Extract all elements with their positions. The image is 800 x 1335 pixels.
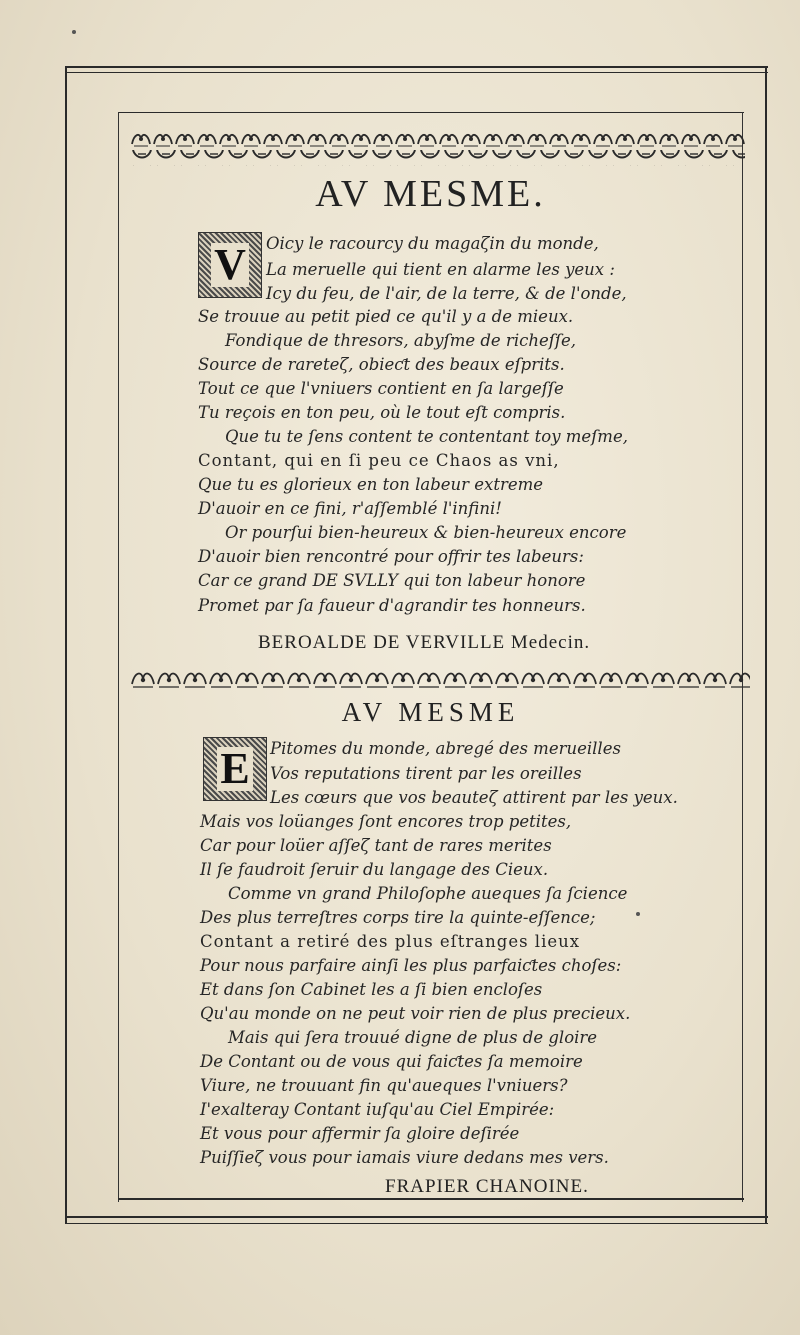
poem-2-line: Vos reputations tirent par les oreilles: [270, 764, 582, 783]
poem-2-line: Et dans ſon Cabinet les a ſi bien encloſes: [200, 980, 543, 999]
poem-2-line: Pour nous parfaire ainſi les plus parfaiƈtes choſes:: [200, 956, 622, 975]
poem-2-line: Les cœurs que vos beauteζ attirent par les yeux.: [270, 788, 678, 807]
poem-1-line: Car ce grand DE SVLLY qui ton labeur honore: [198, 571, 586, 590]
poem-1-line: Tout ce que l'vniuers contient en ſa largeſſe: [198, 379, 564, 398]
paper-speck: [636, 912, 640, 916]
poem-2-line: Mais vos loüanges ſont encores trop petites,: [200, 812, 572, 831]
ornament-band-middle: [130, 668, 750, 690]
poem-2-line: Contant a retiré des plus eſtranges lieux: [200, 932, 581, 951]
poem-1-line: Tu reçois en ton peu, où le tout eſt compris.: [198, 403, 566, 422]
poem-1-line: Icy du feu, de l'air, de la terre, & de l'onde,: [266, 284, 627, 303]
bottom-border-rule-inner: [65, 1223, 768, 1224]
poem-2-line: Pitomes du monde, abregé des merueilles: [270, 739, 621, 758]
poem-1-line: Que tu es glorieux en ton labeur extreme: [198, 475, 544, 494]
poem-2-line: Et vous pour affermir ſa gloire deſirée: [200, 1124, 520, 1143]
poem-1-line: Source de rareteζ, obieƈt des beaux eſprits.: [198, 355, 565, 374]
poem-2-line: Mais qui ſera trouué digne de plus de gloire: [228, 1028, 598, 1047]
poem-1-line: La meruelle qui tient en alarme les yeux :: [266, 260, 615, 279]
poem-1-line: D'auoir bien rencontré pour offrir tes labeurs:: [198, 547, 584, 566]
poem-2-line: Viure, ne trouuant fin qu'aueques l'vniuers?: [200, 1076, 568, 1095]
poem-1-line: Promet par ſa faueur d'agrandir tes honneurs.: [198, 596, 586, 615]
poem-1-line: Or pourſui bien-heureux & bien-heureux encore: [225, 523, 627, 542]
poem-2-title: AV MESME: [341, 697, 520, 727]
poem-2-line: Des plus terreſtres corps tire la quinte-eſſence;: [200, 908, 596, 927]
poem-2-dropcap-letter: E: [217, 747, 252, 791]
poem-1-dropcap-letter: V: [211, 243, 249, 287]
poem-1-signature: BEROALDE DE VERVILLE Medecin.: [258, 632, 591, 653]
poem-1-line: Oicy le racourcy du magaζin du monde,: [266, 234, 599, 253]
poem-2-line: I'exalteray Contant iuſqu'au Ciel Empirée:: [200, 1100, 555, 1119]
poem-2-dropcap: [203, 737, 267, 801]
poem-1-line: Fondique de thresors, abyſme de richeſſe,: [225, 331, 576, 350]
poem-2-signature: FRAPIER CHANOINE.: [385, 1176, 589, 1197]
inner-bottom-rule: [118, 1198, 744, 1200]
poem-2-line: Comme vn grand Philoſophe aueques ſa ſcience: [228, 884, 628, 903]
poem-2-line: Puiſſieζ vous pour iamais viure dedans mes vers.: [200, 1148, 609, 1167]
paper-speck: [72, 30, 76, 34]
poem-1-line: D'auoir en ce fini, r'aſſemblé l'infini!: [198, 499, 502, 518]
poem-1-line: Se trouue au petit pied ce qu'il y a de mieux.: [198, 307, 574, 326]
poem-2-line: Il ſe faudroit ſeruir du langage des Cieux.: [200, 860, 549, 879]
poem-1-title: AV MESME.: [315, 173, 546, 215]
ornament-band-top: [130, 130, 745, 166]
poem-1-dropcap: [198, 232, 262, 298]
poem-2-line: Car pour loüer aſſeζ tant de rares merites: [200, 836, 552, 855]
poem-1-line: Que tu te ſens content te contentant toy meſme,: [225, 427, 628, 446]
poem-2-line: De Contant ou de vous qui faiƈtes ſa memoire: [200, 1052, 583, 1071]
poem-1-line: Contant, qui en ſi peu ce Chaos as vni,: [198, 451, 560, 470]
poem-2-line: Qu'au monde on ne peut voir rien de plus precieux.: [200, 1004, 631, 1023]
bottom-border-rule: [65, 1216, 768, 1218]
